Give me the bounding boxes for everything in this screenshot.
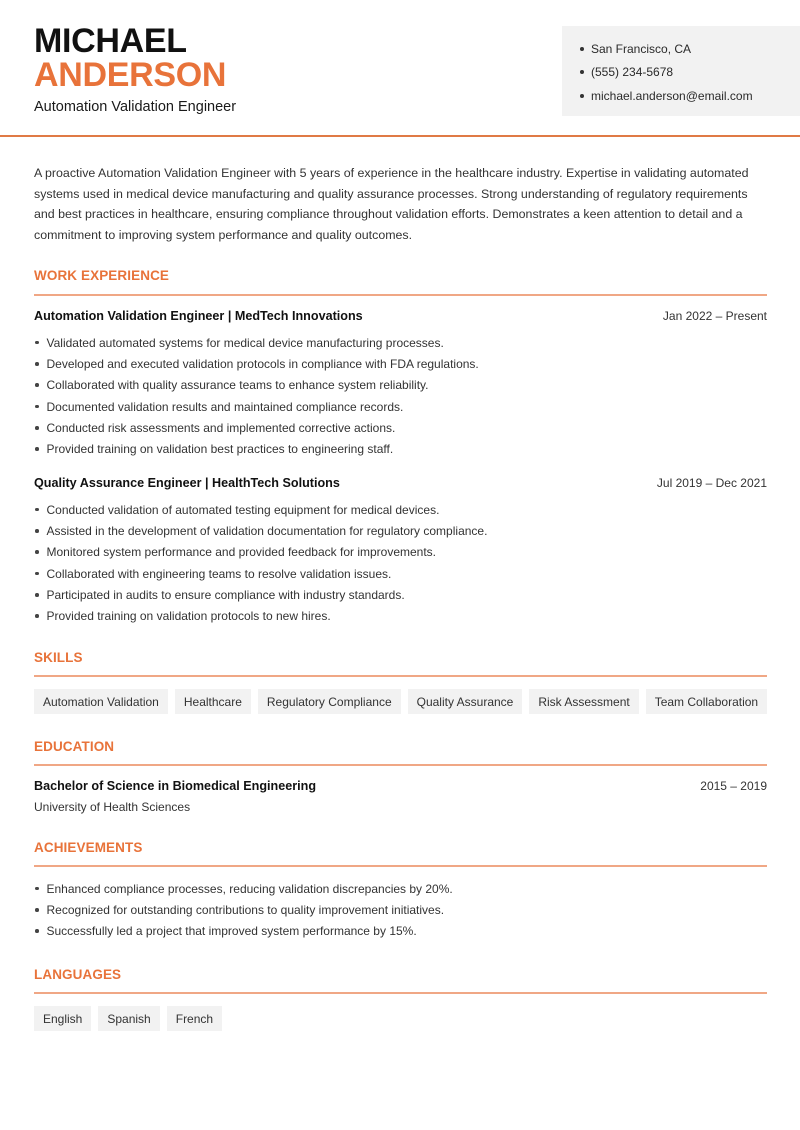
bullet-dot-icon <box>35 341 39 345</box>
list-item: Monitored system performance and provided feedback for improvements. <box>34 542 767 563</box>
section-divider <box>34 675 767 677</box>
job-title-headline: Automation Validation Engineer <box>34 99 237 115</box>
section-divider <box>34 992 767 994</box>
list-item: Recognized for outstanding contributions to quality improvement initiatives. <box>34 899 767 920</box>
bullet-dot-icon <box>35 550 39 554</box>
section-divider <box>34 865 767 867</box>
bullet-dot-icon <box>35 593 39 597</box>
bullet-dot-icon <box>580 47 584 51</box>
section-title-education: EDUCATION <box>34 739 115 754</box>
list-item: Developed and executed validation protocols in compliance with FDA regulations. <box>34 353 767 374</box>
contact-box <box>562 26 800 116</box>
list-item: Provided training on validation protocols to new hires. <box>34 605 767 626</box>
section-title-skills: SKILLS <box>34 650 83 665</box>
skill-tag: Quality Assurance <box>408 689 523 714</box>
language-tag: English <box>34 1006 91 1031</box>
bullet-dot-icon <box>35 426 39 430</box>
education-dates: 2015 – 2019 <box>700 779 767 793</box>
bullet-dot-icon <box>35 383 39 387</box>
skill-tag: Risk Assessment <box>529 689 638 714</box>
last-name: ANDERSON <box>34 56 227 94</box>
list-item: Documented validation results and maintained compliance records. <box>34 396 767 417</box>
school-name: University of Health Sciences <box>34 800 191 814</box>
candidate-name <box>34 24 226 92</box>
first-name: MICHAEL <box>34 22 187 60</box>
list-item: Participated in audits to ensure compliance with industry standards. <box>34 584 767 605</box>
bullet-dot-icon <box>35 405 39 409</box>
bullet-dot-icon <box>580 94 584 98</box>
list-item: Collaborated with engineering teams to resolve validation issues. <box>34 563 767 584</box>
bullet-dot-icon <box>35 908 39 912</box>
bullet-dot-icon <box>35 572 39 576</box>
section-title-languages: LANGUAGES <box>34 967 122 982</box>
skill-tag: Healthcare <box>175 689 251 714</box>
skills-tags <box>34 689 767 714</box>
list-item: Successfully led a project that improved system performance by 15%. <box>34 921 767 942</box>
language-tag: Spanish <box>98 1006 159 1031</box>
summary-paragraph: A proactive Automation Validation Engineer with 5 years of experience in the healthcare industry. Expertise in validating automated systems used in medical device manufacturing and quality assurance processes. Strong understanding of regulatory requirements and best practices in healthcare, ensuring compliance throughout validation efforts. Demonstrates a keen attention to detail and a commitment to improving system performance and quality outcomes. <box>34 166 749 243</box>
skill-tag: Team Collaboration <box>646 689 767 714</box>
section-title-achievements: ACHIEVEMENTS <box>34 840 143 855</box>
list-item: Conducted validation of automated testing equipment for medical devices. <box>34 499 767 520</box>
contact-phone: (555) 234-5678 <box>580 61 800 85</box>
skill-tag: Regulatory Compliance <box>258 689 401 714</box>
list-item: Enhanced compliance processes, reducing validation discrepancies by 20%. <box>34 878 767 899</box>
list-item: Provided training on validation best practices to engineering staff. <box>34 438 767 459</box>
resume-header <box>0 0 800 137</box>
job-title: Automation Validation Engineer | MedTech Innovations <box>34 309 363 323</box>
bullet-dot-icon <box>580 70 584 74</box>
bullet-dot-icon <box>35 887 39 891</box>
bullet-dot-icon <box>35 508 39 512</box>
contact-email[interactable]: michael.anderson@email.com <box>580 84 800 108</box>
bullet-dot-icon <box>35 362 39 366</box>
list-item: Assisted in the development of validation documentation for regulatory compliance. <box>34 520 767 541</box>
job-bullets <box>34 332 767 460</box>
bullet-dot-icon <box>35 447 39 451</box>
job-dates: Jan 2022 – Present <box>662 309 767 323</box>
bullet-dot-icon <box>35 614 39 618</box>
languages-tags <box>34 1006 222 1031</box>
education-entry-header <box>34 779 767 793</box>
job-title: Quality Assurance Engineer | HealthTech Solutions <box>34 476 340 490</box>
contact-location: San Francisco, CA <box>580 37 800 61</box>
section-title-work-experience: WORK EXPERIENCE <box>34 268 170 283</box>
list-item: Validated automated systems for medical device manufacturing processes. <box>34 332 767 353</box>
skill-tag: Automation Validation <box>34 689 168 714</box>
bullet-dot-icon <box>35 529 39 533</box>
job-entry-header <box>34 309 767 323</box>
achievements-list <box>34 878 767 942</box>
bullet-dot-icon <box>35 929 39 933</box>
section-divider <box>34 294 767 296</box>
job-entry-header <box>34 476 767 490</box>
job-dates: Jul 2019 – Dec 2021 <box>656 476 767 490</box>
list-item: Collaborated with quality assurance teams to enhance system reliability. <box>34 375 767 396</box>
language-tag: French <box>167 1006 222 1031</box>
job-bullets <box>34 499 767 627</box>
section-divider <box>34 764 767 766</box>
degree-title: Bachelor of Science in Biomedical Engineering <box>34 779 317 793</box>
list-item: Conducted risk assessments and implemented corrective actions. <box>34 417 767 438</box>
